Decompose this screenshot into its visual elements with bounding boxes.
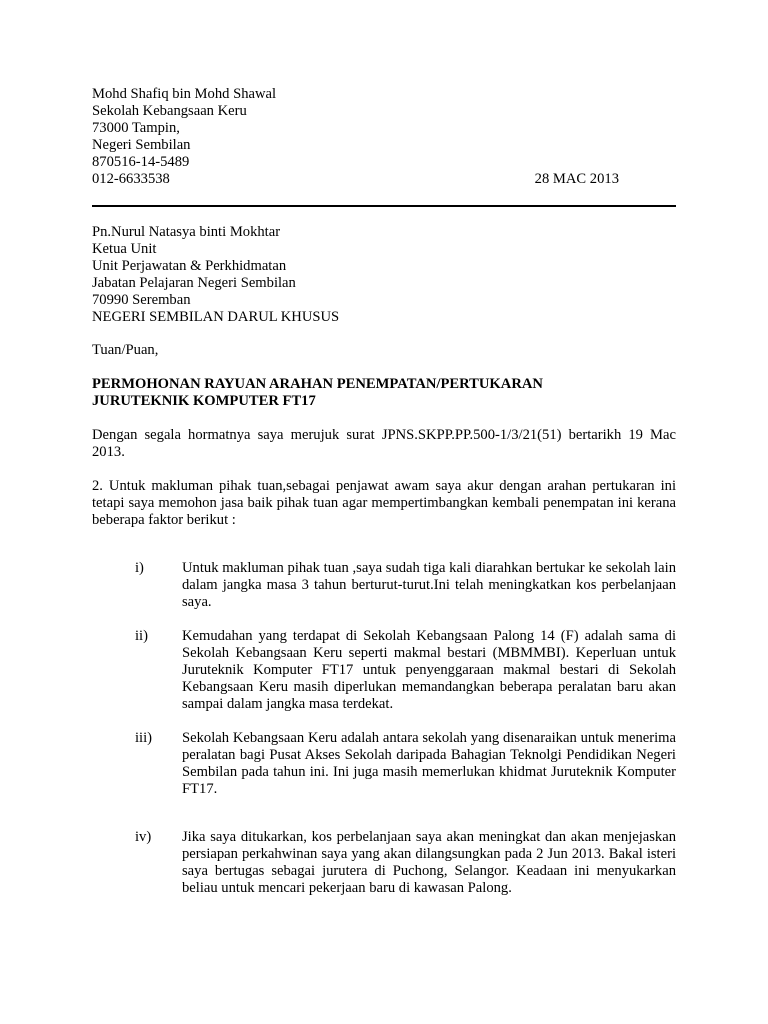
sender-address-block xyxy=(92,86,676,188)
recipient-address-block xyxy=(92,224,676,326)
list-item-number: ii) xyxy=(135,628,148,644)
subject-line-2: JURUTEKNIK KOMPUTER FT17 xyxy=(92,393,316,409)
sender-phone: 012-6633538 xyxy=(92,171,170,187)
subject-line-1: PERMOHONAN RAYUAN ARAHAN PENEMPATAN/PERTUKARAN xyxy=(92,376,543,392)
sender-ic-number: 870516-14-5489 xyxy=(92,154,190,170)
list-item-text: Untuk makluman pihak tuan ,saya sudah tiga kali diarahkan bertukar ke sekolah lain dalam jangka masa 3 tahun berturut-turut.Ini telah meningkatkan kos perbelanjaan saya. xyxy=(182,560,676,610)
paragraph-2: 2. Untuk makluman pihak tuan,sebagai penjawat awam saya akur dengan arahan pertukaran ini tetapi saya memohon jasa baik pihak tuan agar mempertimbangkan kembali penempatan ini kerana beberapa faktor berikut : xyxy=(92,478,676,528)
paragraph-reference: Dengan segala hormatnya saya merujuk surat JPNS.SKPP.PP.500-1/3/21(51) bertarikh 19 Mac 2013. xyxy=(92,427,676,460)
sender-state: Negeri Sembilan xyxy=(92,137,191,153)
recipient-department: Jabatan Pelajaran Negeri Sembilan xyxy=(92,275,296,291)
sender-postcode-town: 73000 Tampin, xyxy=(92,120,180,136)
header-divider xyxy=(92,205,676,207)
letter-subject xyxy=(92,376,676,410)
list-item-text: Jika saya ditukarkan, kos perbelanjaan saya akan meningkat dan akan menjejaskan persiapan perkahwinan saya yang akan dilangsungkan pada 2 Jun 2013. Bakal isteri saya bertugas sebagai jurutera di Puchong, Selangor. Keadaan ini menyukarkan beliau untuk mencari pekerjaan baru di kawasan Palong. xyxy=(182,829,676,896)
list-item-number: i) xyxy=(135,560,144,576)
sender-phone-date-row xyxy=(92,171,619,188)
sender-name: Mohd Shafiq bin Mohd Shawal xyxy=(92,86,277,102)
letter-date: 28 MAC 2013 xyxy=(534,171,619,187)
recipient-title: Ketua Unit xyxy=(92,241,157,257)
recipient-name: Pn.Nurul Natasya binti Mokhtar xyxy=(92,224,281,240)
sender-school: Sekolah Kebangsaan Keru xyxy=(92,103,247,119)
list-item-text: Sekolah Kebangsaan Keru adalah antara sekolah yang disenaraikan untuk menerima peralatan bagi Pusat Akses Sekolah daripada Bahagian Teknolgi Pendidikan Negeri Sembilan pada tahun ini. Ini juga masih memerlukan khidmat Juruteknik Komputer FT17. xyxy=(182,730,676,797)
list-item-text: Kemudahan yang terdapat di Sekolah Kebangsaan Palong 14 (F) adalah sama di Sekolah Kebangsaan Keru seperti makmal bestari (MBMMBI). Keperluan untuk Juruteknik Komputer FT17 untuk penyenggaraan makmal bestari di Sekolah Kebangsaan Keru masih diperlukan memandangkan beberapa peralatan baru akan sampai dalam jangka masa terdekat. xyxy=(182,628,676,712)
salutation: Tuan/Puan, xyxy=(92,342,159,358)
list-item-number: iii) xyxy=(135,730,153,746)
list-item-number: iv) xyxy=(135,829,152,845)
recipient-postcode-town: 70990 Seremban xyxy=(92,292,191,308)
recipient-unit: Unit Perjawatan & Perkhidmatan xyxy=(92,258,287,274)
recipient-state: NEGERI SEMBILAN DARUL KHUSUS xyxy=(92,309,340,325)
